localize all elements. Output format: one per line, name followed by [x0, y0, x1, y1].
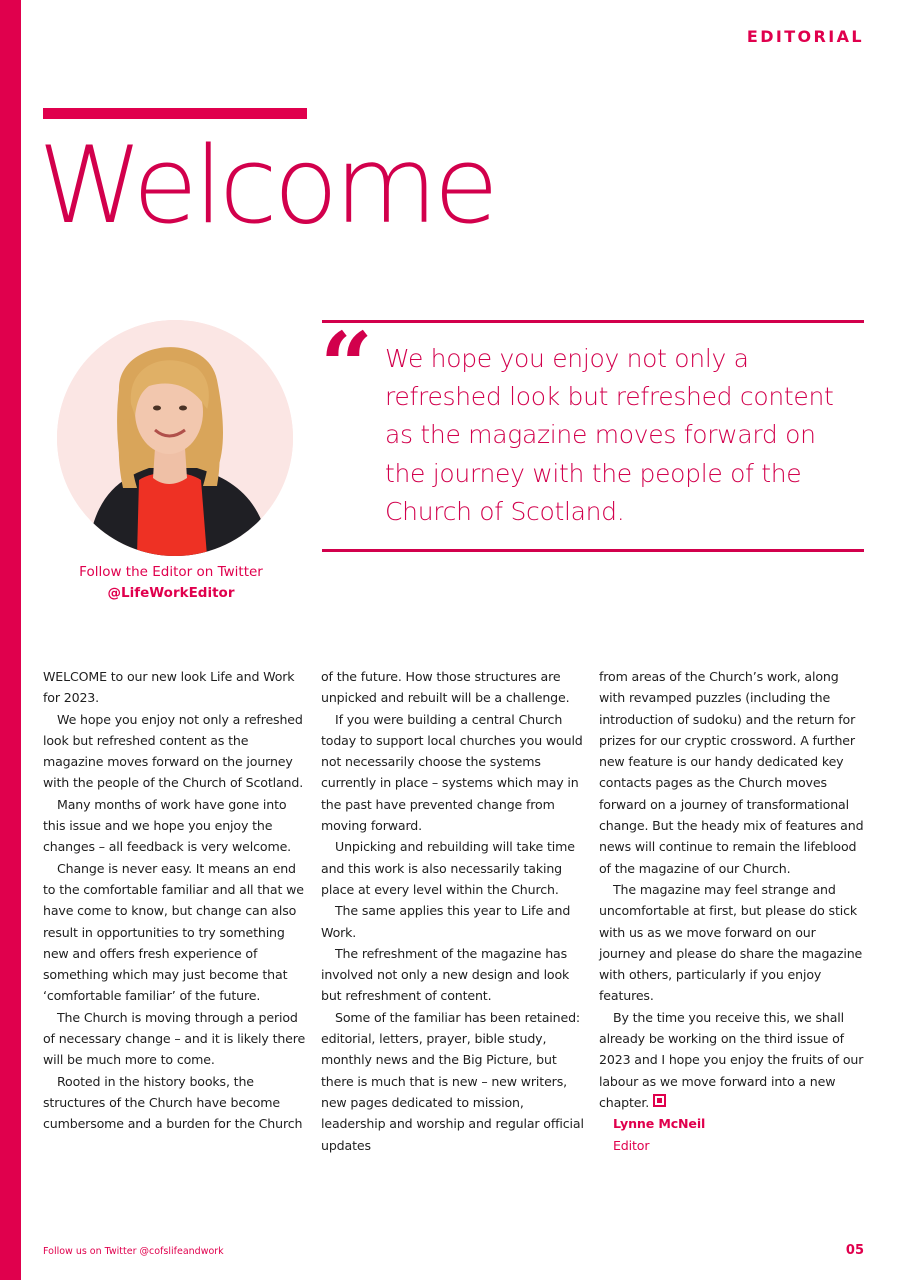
paragraph: The Church is moving through a period of necessary change – and it is likely there will be much more to come. — [43, 1009, 306, 1068]
paragraph: Many months of work have gone into this issue and we hope you enjoy the changes – all feedback is very welcome. — [43, 796, 292, 855]
page-number: 05 — [845, 1243, 864, 1258]
end-of-article-icon — [653, 1094, 666, 1107]
quote-bottom-rule — [322, 549, 864, 552]
signoff-name: Lynne McNeil — [613, 1116, 706, 1132]
paragraph: WELCOME to our new look Life and Work for 2023. — [43, 669, 295, 706]
editor-twitter-handle[interactable]: @LifeWorkEditor — [107, 585, 235, 601]
body-column-3 — [599, 666, 865, 1156]
paragraph: We hope you enjoy not only a refreshed look but refreshed content as the magazine moves forward on the journey with the people of the Church of Scotland. — [43, 711, 304, 791]
page-title: Welcome — [38, 124, 495, 247]
body-column-2 — [321, 666, 587, 1156]
paragraph-text: By the time you receive this, we shall already be working on the third issue of 2023 and I hope you enjoy the fruits of our labour as we move forward into a new chapter. — [599, 1009, 864, 1110]
paragraph: The magazine may feel strange and uncomfortable at first, but please do stick with us as we move forward on our journey and please do share the magazine with others, particularly if you enjoy features. — [599, 881, 863, 1004]
section-label: EDITORIAL — [746, 27, 864, 46]
title-rule — [43, 108, 307, 119]
editor-portrait — [57, 320, 293, 556]
paragraph: Some of the familiar has been retained: editorial, letters, prayer, bible study, monthly news and the Big Picture, but there is much that is new – new writers, new pages dedicated to mission, leadership and worship and regular official updates — [321, 1009, 584, 1153]
paragraph — [599, 1007, 865, 1113]
quote-mark: “ — [320, 312, 373, 420]
pull-quote: We hope you enjoy not only a refreshed look but refreshed content as the magazine moves forward on the journey with the people of the Church of Scotland. — [385, 344, 834, 526]
paragraph: from areas of the Church’s work, along with revamped puzzles (including the introduction of sudoku) and the return for prizes for our cryptic crossword. A further new feature is our handy dedicated key contacts pages as the Church moves forward on a journey of transformational change. But the heady mix of features and news will continue to remain the lifeblood of the magazine of our Church. — [599, 669, 864, 876]
footer-twitter[interactable]: Follow us on Twitter @cofslifeandwork — [43, 1246, 224, 1257]
follow-editor-caption — [43, 562, 299, 604]
paragraph: The same applies this year to Life and Work. — [321, 903, 571, 940]
paragraph: Unpicking and rebuilding will take time and this work is also necessarily taking place at every level within the Church. — [321, 839, 575, 897]
accent-side-bar — [0, 0, 21, 1280]
paragraph: Rooted in the history books, the structures of the Church have become cumbersome and a burden for the Church — [43, 1073, 303, 1132]
signoff-role: Editor — [613, 1137, 650, 1153]
paragraph: The refreshment of the magazine has involved not only a new design and look but refreshment of content. — [321, 945, 570, 1004]
paragraph: If you were building a central Church today to support local churches you would not necessarily choose the systems currently in place – systems which may in the past have prevented change from moving forward. — [321, 711, 583, 834]
follow-editor-text: Follow the Editor on Twitter — [79, 564, 263, 580]
paragraph: Change is never easy. It means an end to the comfortable familiar and all that we have come to know, but change can also result in opportunities to try something new and offers fresh experience of something which may just become that ‘comfortable familiar’ of the future. — [43, 860, 304, 1004]
body-column-1 — [43, 666, 309, 1135]
paragraph: of the future. How those structures are unpicked and rebuilt will be a challenge. — [321, 669, 570, 706]
quote-top-rule — [322, 320, 864, 323]
